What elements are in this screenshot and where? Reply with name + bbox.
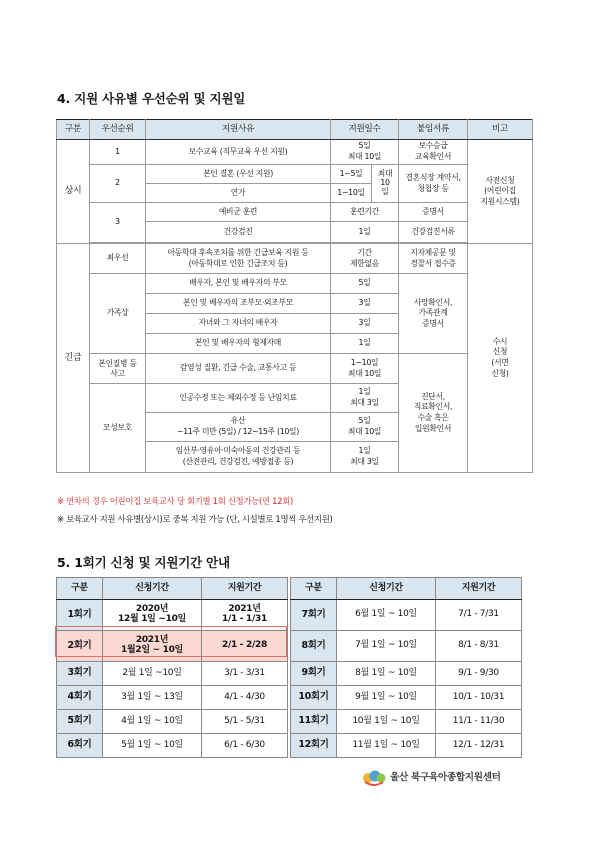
support-period-cell: 12/1 - 12/31 xyxy=(436,734,522,758)
round-cell: 9회기 xyxy=(291,662,337,686)
support-period-cell: 10/1 - 10/31 xyxy=(436,686,522,710)
priority-cell: 최우선 xyxy=(90,244,146,274)
schedule-row xyxy=(291,734,522,758)
note-duplicate-support: ※ 보육교사 지원 사유별(상시)로 중복 지원 가능 (단, 시설별로 1명씩 우선지원) xyxy=(57,514,333,524)
days-cell: 1일 최대 3일 xyxy=(331,384,399,413)
round-cell: 8회기 xyxy=(291,631,337,662)
org-name: 울산 북구육아종합지원센터 xyxy=(390,772,501,783)
reason-cell: 배우자, 본인 및 배우자의 부모 xyxy=(146,274,331,294)
childcare-center-logo-icon xyxy=(362,766,386,786)
apply-period-cell: 3월 1일 ~ 13일 xyxy=(103,686,202,710)
header-apply-period: 신청기간 xyxy=(337,578,436,600)
apply-period-cell: 2020년 12월 1일 ~10일 xyxy=(103,600,202,631)
days-cell: 1일 xyxy=(331,334,399,354)
round-cell: 1회기 xyxy=(57,600,103,631)
days-cell: 1~10일 최대 10일 xyxy=(331,354,399,384)
header-remarks: 비고 xyxy=(468,120,533,140)
section-4-title: 4. 지원 사유별 우선순위 및 지원일 xyxy=(57,91,246,106)
days-cell: 1일 xyxy=(331,222,399,243)
days-cell: 1~10일 xyxy=(331,184,372,203)
reason-cell: 보수교육 (직무교육 우선 지원) xyxy=(146,140,331,165)
apply-period-cell: 6월 1일 ~ 10일 xyxy=(337,600,436,631)
reason-cell: 임산부·영유아·미숙아동의 건강관리 등 (산전관리, 건강검진, 예방접종 등) xyxy=(146,442,331,473)
schedule-row xyxy=(291,631,522,662)
docs-cell: 건강검진서류 xyxy=(399,222,468,243)
round-cell: 7회기 xyxy=(291,600,337,631)
priority-table xyxy=(56,119,533,473)
support-period-cell: 5/1 - 5/31 xyxy=(202,710,288,734)
group-regular: 상시 xyxy=(57,140,90,244)
schedule-row xyxy=(291,600,522,631)
max-days-cell: 최대 10 일 xyxy=(372,165,399,203)
reason-cell: 아동학대 후속조치를 위한 긴급보육 지원 등 (아동학대로 인한 긴급조치 등) xyxy=(146,244,331,274)
docs-cell: 진단서, 직료확인서, 수술 혹은 입원확인서 xyxy=(399,354,468,473)
days-cell: 5일 최대 10일 xyxy=(331,140,399,165)
support-period-cell: 9/1 - 9/30 xyxy=(436,662,522,686)
apply-period-cell: 8월 1일 ~ 10일 xyxy=(337,662,436,686)
schedule-row xyxy=(57,686,288,710)
round-cell: 6회기 xyxy=(57,734,103,758)
reason-cell: 연가 xyxy=(146,184,331,203)
header-reason: 지원사유 xyxy=(146,120,331,140)
schedule-row xyxy=(291,710,522,734)
urgent-note-cell: 수시 신청 (서면 신청) xyxy=(468,244,533,473)
reason-cell: 예비군 훈련 xyxy=(146,203,331,222)
table-row xyxy=(57,203,533,222)
schedule-table-right xyxy=(290,577,522,758)
priority-cell: 가족상 xyxy=(90,274,146,354)
support-period-cell: 2021년 1/1 - 1/31 xyxy=(202,600,288,631)
header-round: 구분 xyxy=(291,578,337,600)
reason-cell: 본인 및 배우자의 조부모·외조부모 xyxy=(146,294,331,314)
priority-cell: 2 xyxy=(90,165,146,203)
table-row xyxy=(57,165,533,184)
header-round: 구분 xyxy=(57,578,103,600)
apply-period-cell: 5월 1일 ~ 10일 xyxy=(103,734,202,758)
support-period-cell: 2/1 - 2/28 xyxy=(202,631,288,662)
regular-note-cell: 사전신청 (어린이집 지원시스템) xyxy=(468,140,533,244)
support-period-cell: 8/1 - 8/31 xyxy=(436,631,522,662)
apply-period-cell: 9월 1일 ~ 10일 xyxy=(337,686,436,710)
schedule-header xyxy=(57,578,288,600)
support-period-cell: 4/1 - 4/30 xyxy=(202,686,288,710)
apply-period-cell: 11월 1일 ~ 10일 xyxy=(337,734,436,758)
days-cell: 5일 최대 10일 xyxy=(331,413,399,442)
header-documents: 붙임서류 xyxy=(399,120,468,140)
round-cell: 2회기 xyxy=(57,631,103,662)
reason-cell: 유산 ~11주 미만 (5일) / 12~15주 (10일) xyxy=(146,413,331,442)
round-cell: 5회기 xyxy=(57,710,103,734)
priority-cell: 3 xyxy=(90,203,146,243)
group-urgent: 긴급 xyxy=(57,244,90,473)
apply-period-cell: 10월 1일 ~ 10일 xyxy=(337,710,436,734)
support-period-cell: 3/1 - 3/31 xyxy=(202,662,288,686)
days-cell: 1~5일 xyxy=(331,165,372,184)
support-period-cell: 6/1 - 6/30 xyxy=(202,734,288,758)
reason-cell: 감염성 질환, 긴급 수술, 교통사고 등 xyxy=(146,354,331,384)
priority-cell: 본인질병 등 사고 xyxy=(90,354,146,384)
days-cell: 훈련기간 xyxy=(331,203,399,222)
header-category: 구분 xyxy=(57,120,90,140)
priority-cell: 모성보호 xyxy=(90,384,146,473)
schedule-row xyxy=(57,631,288,662)
reason-cell: 자녀와 그 자녀의 배우자 xyxy=(146,314,331,334)
round-cell: 4회기 xyxy=(57,686,103,710)
reason-cell: 인공수정 또는 체외수정 등 난임치료 xyxy=(146,384,331,413)
header-support-period: 지원기간 xyxy=(436,578,522,600)
table-row xyxy=(57,354,533,384)
table-row xyxy=(57,274,533,294)
apply-period-cell: 7월 1일 ~ 10일 xyxy=(337,631,436,662)
docs-cell: 사망확인서, 가족관계 증명서 xyxy=(399,274,468,354)
reason-cell: 건강검진 xyxy=(146,222,331,243)
days-cell: 3일 xyxy=(331,314,399,334)
days-cell: 5일 xyxy=(331,274,399,294)
section-5-title: 5. 1회기 신청 및 지원기간 안내 xyxy=(57,555,230,570)
priority-table-header xyxy=(57,120,533,140)
days-cell: 1일 최대 3일 xyxy=(331,442,399,473)
round-cell: 11회기 xyxy=(291,710,337,734)
support-period-cell: 11/1 - 11/30 xyxy=(436,710,522,734)
schedule-row xyxy=(57,600,288,631)
header-apply-period: 신청기간 xyxy=(103,578,202,600)
header-priority: 우선순위 xyxy=(90,120,146,140)
apply-period-cell: 2021년 1월2일 ~ 10일 xyxy=(103,631,202,662)
header-support-period: 지원기간 xyxy=(202,578,288,600)
docs-cell: 증명서 xyxy=(399,203,468,222)
schedule-header xyxy=(291,578,522,600)
footer-logo xyxy=(362,766,501,786)
docs-cell: 보수승급 교육확인서 xyxy=(399,140,468,165)
docs-cell: 결혼식장 계약서, 청첩장 등 xyxy=(399,165,468,203)
apply-period-cell: 4월 1일 ~ 10일 xyxy=(103,710,202,734)
reason-cell: 본인 결혼 (우선 지원) xyxy=(146,165,331,184)
table-row xyxy=(57,244,533,274)
round-cell: 12회기 xyxy=(291,734,337,758)
round-cell: 10회기 xyxy=(291,686,337,710)
schedule-row xyxy=(57,710,288,734)
priority-cell: 1 xyxy=(90,140,146,165)
apply-period-cell: 2월 1일 ~10일 xyxy=(103,662,202,686)
schedule-row xyxy=(291,662,522,686)
schedule-row xyxy=(291,686,522,710)
support-period-cell: 7/1 - 7/31 xyxy=(436,600,522,631)
note-annual-leave: ※ 연차의 경우 어린이집 보육교사 당 회기별 1회 신청가능(연 12회) xyxy=(57,496,293,506)
days-cell: 3일 xyxy=(331,294,399,314)
days-cell: 기간 제한없음 xyxy=(331,244,399,274)
round-cell: 3회기 xyxy=(57,662,103,686)
schedule-row xyxy=(57,662,288,686)
docs-cell: 지자체공문 및 경찰서 접수증 xyxy=(399,244,468,274)
schedule-table-left xyxy=(56,577,288,758)
table-row xyxy=(57,140,533,165)
schedule-row xyxy=(57,734,288,758)
reason-cell: 본인 및 배우자의 형제자매 xyxy=(146,334,331,354)
header-days: 지원일수 xyxy=(331,120,399,140)
